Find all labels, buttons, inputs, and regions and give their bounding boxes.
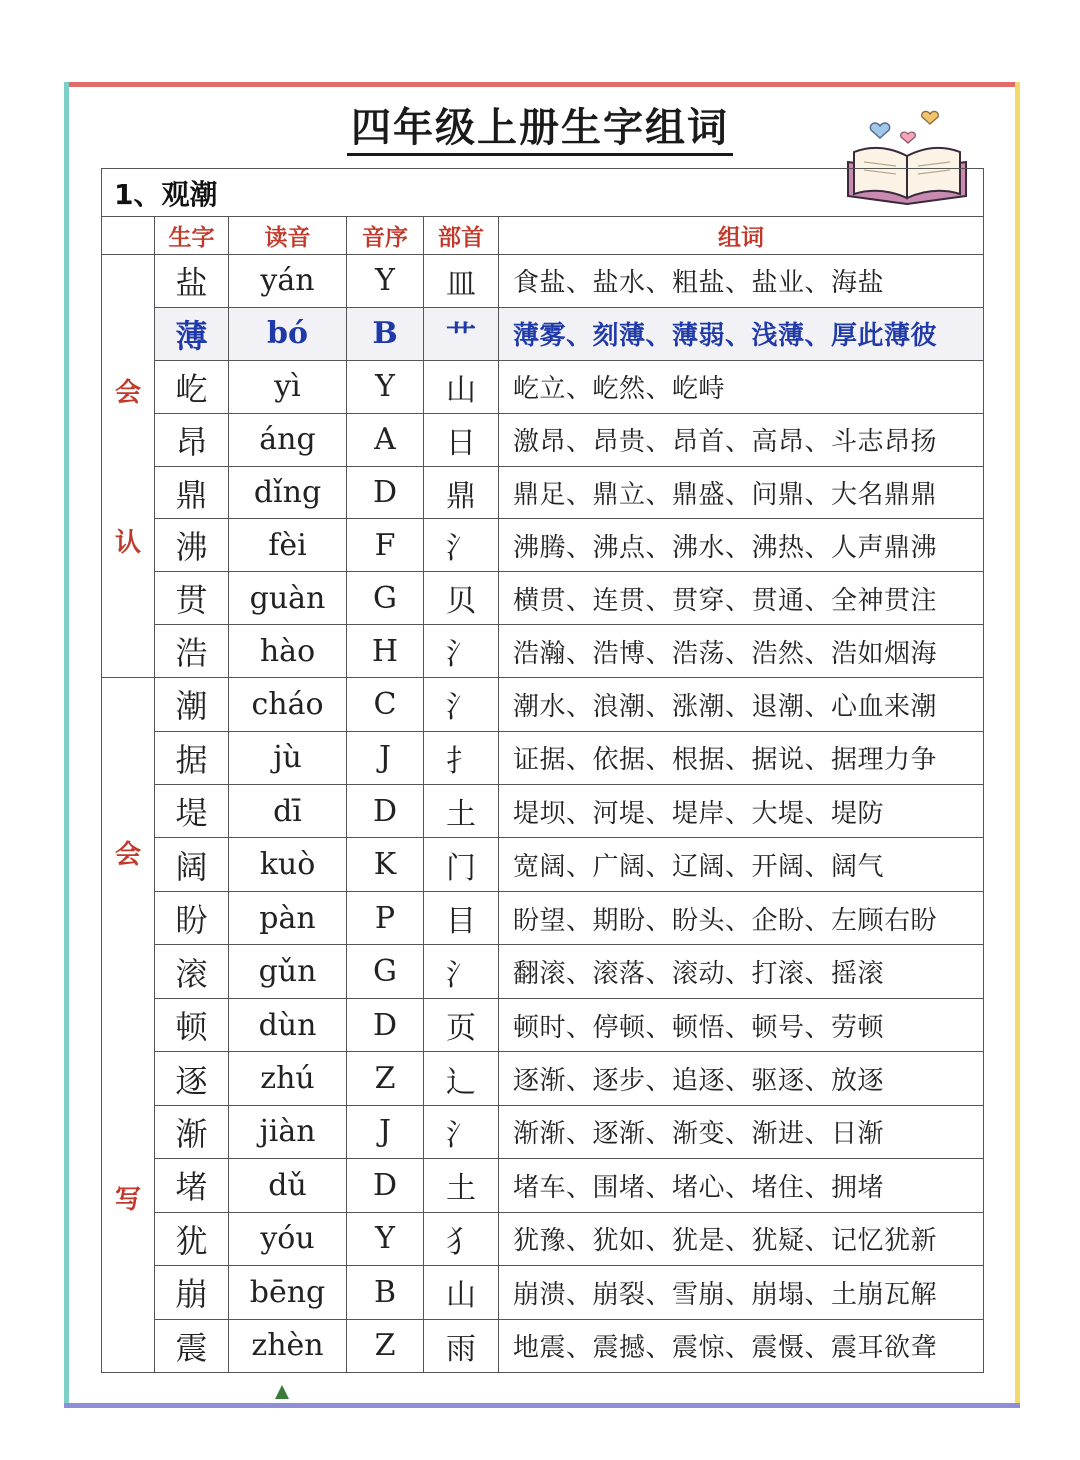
cell-pinyin: yì [229, 360, 347, 413]
cell-char: 潮 [155, 678, 229, 731]
cell-letter: B [347, 1266, 424, 1319]
table-row [102, 731, 984, 784]
table-row [102, 466, 984, 519]
table-row [102, 891, 984, 944]
cell-words: 浩瀚、浩博、浩荡、浩然、浩如烟海 [499, 625, 984, 678]
table-row [102, 572, 984, 625]
cell-letter: G [347, 945, 424, 998]
cell-pinyin: áng [229, 413, 347, 466]
cell-char: 屹 [155, 360, 229, 413]
cell-letter: D [347, 998, 424, 1051]
table-row [102, 519, 984, 572]
cell-pinyin: hào [229, 625, 347, 678]
cell-words: 横贯、连贯、贯穿、贯通、全神贯注 [499, 572, 984, 625]
cell-radical: 山 [424, 1266, 499, 1319]
cell-radical: 鼎 [424, 466, 499, 519]
table-row [102, 1052, 984, 1105]
cell-char: 顿 [155, 998, 229, 1051]
cell-pinyin: dī [229, 785, 347, 838]
cell-words: 地震、震撼、震惊、震慑、震耳欲聋 [499, 1319, 984, 1373]
cell-pinyin: zhèn [229, 1319, 347, 1373]
cell-radical: 目 [424, 891, 499, 944]
cell-radical: 门 [424, 838, 499, 891]
cell-radical: 山 [424, 360, 499, 413]
cell-words: 崩溃、崩裂、雪崩、崩塌、土崩瓦解 [499, 1266, 984, 1319]
cell-letter: B [347, 307, 424, 360]
cell-letter: P [347, 891, 424, 944]
cell-pinyin: guàn [229, 572, 347, 625]
cell-words: 盼望、期盼、盼头、企盼、左顾右盼 [499, 891, 984, 944]
cell-radical: 氵 [424, 1105, 499, 1158]
cell-pinyin: dǔ [229, 1159, 347, 1212]
cell-letter: Z [347, 1052, 424, 1105]
cell-letter: D [347, 466, 424, 519]
cell-radical: 艹 [424, 307, 499, 360]
table-header-row [102, 217, 984, 255]
header-radical: 部首 [424, 217, 499, 255]
table-row [102, 678, 984, 731]
cell-char: 盼 [155, 891, 229, 944]
frame-right-border [1015, 82, 1020, 1408]
table-row [102, 785, 984, 838]
cell-letter: A [347, 413, 424, 466]
frame-left-border [64, 82, 69, 1408]
table-row [102, 413, 984, 466]
cell-letter: Z [347, 1319, 424, 1373]
cell-char: 阔 [155, 838, 229, 891]
frame-bottom-border [64, 1403, 1020, 1408]
table-row [102, 945, 984, 998]
header-words: 组词 [499, 217, 984, 255]
cell-radical: 氵 [424, 519, 499, 572]
group-label-char: 认 [114, 528, 141, 559]
cell-char: 薄 [155, 307, 229, 360]
vocabulary-table [101, 168, 984, 1373]
header-char: 生字 [155, 217, 229, 255]
table-row [102, 625, 984, 678]
table-row [102, 1319, 984, 1373]
cell-letter: Y [347, 255, 424, 308]
cell-letter: Y [347, 1212, 424, 1265]
table-row [102, 838, 984, 891]
cell-radical: 氵 [424, 945, 499, 998]
cell-pinyin: jù [229, 731, 347, 784]
cell-radical: 页 [424, 998, 499, 1051]
cell-letter: J [347, 1105, 424, 1158]
cell-words: 薄雾、刻薄、薄弱、浅薄、厚此薄彼 [499, 307, 984, 360]
cell-char: 贯 [155, 572, 229, 625]
table-row [102, 255, 984, 308]
cell-letter: F [347, 519, 424, 572]
cell-char: 堵 [155, 1159, 229, 1212]
cell-words: 犹豫、犹如、犹是、犹疑、记忆犹新 [499, 1212, 984, 1265]
cell-letter: G [347, 572, 424, 625]
cell-words: 食盐、盐水、粗盐、盐业、海盐 [499, 255, 984, 308]
cell-letter: Y [347, 360, 424, 413]
cell-char: 逐 [155, 1052, 229, 1105]
cell-radical: 日 [424, 413, 499, 466]
cell-radical: 氵 [424, 625, 499, 678]
cell-char: 盐 [155, 255, 229, 308]
cell-radical: 扌 [424, 731, 499, 784]
table-row [102, 307, 984, 360]
cell-radical: 土 [424, 785, 499, 838]
cell-pinyin: gǔn [229, 945, 347, 998]
frame-top-border [64, 82, 1020, 87]
cell-radical: 皿 [424, 255, 499, 308]
group-header-spacer [102, 217, 155, 255]
table-row [102, 998, 984, 1051]
cell-pinyin: cháo [229, 678, 347, 731]
table-row [102, 1159, 984, 1212]
cell-words: 堵车、围堵、堵心、堵住、拥堵 [499, 1159, 984, 1212]
cell-letter: D [347, 785, 424, 838]
cell-pinyin: fèi [229, 519, 347, 572]
table-row [102, 1266, 984, 1319]
group-label-char: 写 [114, 1184, 141, 1215]
cell-char: 震 [155, 1319, 229, 1373]
cell-pinyin: yán [229, 255, 347, 308]
group-label-write [102, 678, 155, 1373]
cell-letter: K [347, 838, 424, 891]
cell-radical: 贝 [424, 572, 499, 625]
cell-radical: 土 [424, 1159, 499, 1212]
cell-char: 沸 [155, 519, 229, 572]
scroll-marker-icon [275, 1385, 289, 1399]
cell-pinyin: bēng [229, 1266, 347, 1319]
cell-pinyin: yóu [229, 1212, 347, 1265]
cell-pinyin: dǐng [229, 466, 347, 519]
cell-char: 渐 [155, 1105, 229, 1158]
group-label-char: 会 [114, 378, 141, 409]
cell-pinyin: pàn [229, 891, 347, 944]
header-pinyin: 读音 [229, 217, 347, 255]
cell-words: 翻滚、滚落、滚动、打滚、摇滚 [499, 945, 984, 998]
table-row [102, 1212, 984, 1265]
cell-letter: H [347, 625, 424, 678]
cell-words: 证据、依据、根据、据说、据理力争 [499, 731, 984, 784]
header-letter: 音序 [347, 217, 424, 255]
cell-char: 昂 [155, 413, 229, 466]
cell-letter: C [347, 678, 424, 731]
cell-char: 浩 [155, 625, 229, 678]
cell-char: 滚 [155, 945, 229, 998]
cell-words: 顿时、停顿、顿悟、顿号、劳顿 [499, 998, 984, 1051]
group-label-char: 会 [114, 839, 141, 870]
cell-char: 犹 [155, 1212, 229, 1265]
cell-words: 渐渐、逐渐、渐变、渐进、日渐 [499, 1105, 984, 1158]
table-row [102, 1105, 984, 1158]
cell-radical: 辶 [424, 1052, 499, 1105]
cell-letter: D [347, 1159, 424, 1212]
cell-pinyin: bó [229, 307, 347, 360]
cell-char: 堤 [155, 785, 229, 838]
cell-pinyin: zhú [229, 1052, 347, 1105]
table-row [102, 360, 984, 413]
cell-radical: 雨 [424, 1319, 499, 1373]
lesson-title: 1、观潮 [102, 169, 984, 217]
cell-radical: 氵 [424, 678, 499, 731]
cell-char: 崩 [155, 1266, 229, 1319]
cell-words: 屹立、屹然、屹峙 [499, 360, 984, 413]
cell-radical: 犭 [424, 1212, 499, 1265]
cell-letter: J [347, 731, 424, 784]
cell-pinyin: jiàn [229, 1105, 347, 1158]
cell-words: 堤坝、河堤、堤岸、大堤、堤防 [499, 785, 984, 838]
page-title-text: 四年级上册生字组词 [347, 105, 733, 156]
cell-pinyin: dùn [229, 998, 347, 1051]
cell-words: 逐渐、逐步、追逐、驱逐、放逐 [499, 1052, 984, 1105]
cell-words: 宽阔、广阔、辽阔、开阔、阔气 [499, 838, 984, 891]
cell-words: 鼎足、鼎立、鼎盛、问鼎、大名鼎鼎 [499, 466, 984, 519]
cell-char: 鼎 [155, 466, 229, 519]
group-label-recognize [102, 255, 155, 678]
cell-char: 据 [155, 731, 229, 784]
cell-words: 沸腾、沸点、沸水、沸热、人声鼎沸 [499, 519, 984, 572]
cell-pinyin: kuò [229, 838, 347, 891]
cell-words: 潮水、浪潮、涨潮、退潮、心血来潮 [499, 678, 984, 731]
cell-words: 激昂、昂贵、昂首、高昂、斗志昂扬 [499, 413, 984, 466]
